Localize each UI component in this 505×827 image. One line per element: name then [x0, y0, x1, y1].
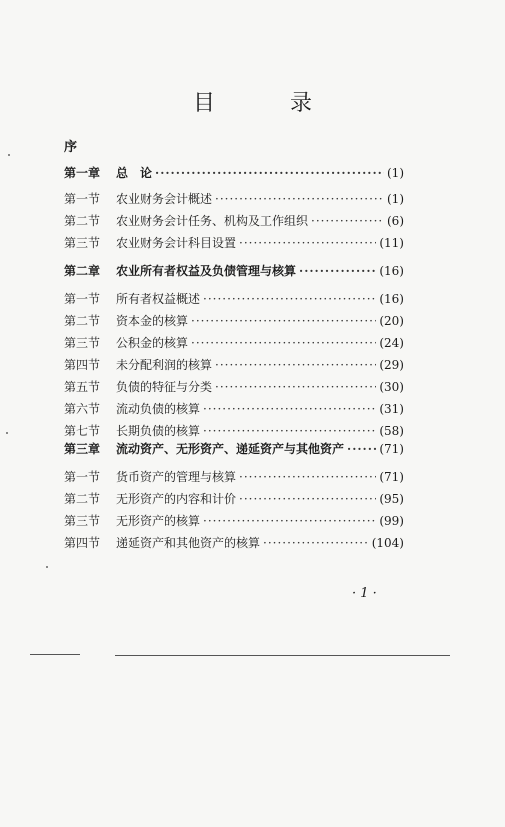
toc-entry-title: 货币资产的管理与核算 [116, 470, 237, 484]
toc-chapter-row [64, 164, 404, 182]
toc-leader-dots [215, 192, 384, 206]
toc-leader-dots [203, 292, 376, 306]
toc-entry-page: (99) [379, 514, 404, 528]
toc-entry-number: 第一节 [64, 470, 101, 484]
toc-entry-title: 农业财务会计科目设置 [116, 236, 237, 250]
toc-entry-number: 第二章 [64, 264, 101, 278]
toc-section-row [64, 234, 404, 252]
toc-entry-number: 第四节 [64, 536, 101, 550]
toc-section-row [64, 334, 404, 352]
toc-leader-dots [203, 402, 376, 416]
toc-section-row [64, 290, 404, 308]
toc-entry-title: 所有者权益概述 [116, 292, 201, 306]
toc-entry-page: (24) [379, 336, 404, 350]
toc-leader-dots [299, 264, 376, 278]
toc-chapter-row [64, 440, 404, 458]
toc-section-row [64, 534, 404, 552]
toc-section-row [64, 312, 404, 330]
toc-entry-page: (16) [379, 264, 404, 278]
toc-leader-dots [191, 336, 376, 350]
page-title: 目 录 [193, 91, 346, 116]
toc-entry-title: 未分配利润的核算 [116, 358, 213, 372]
toc-entry-page: (16) [379, 292, 404, 306]
toc-entry-page: (20) [379, 314, 404, 328]
toc-section-row [64, 400, 404, 418]
toc-entry-number: 第七节 [64, 424, 101, 438]
toc-entry-number: 第三节 [64, 336, 101, 350]
toc-entry-title: 总 论 [116, 166, 153, 180]
toc-leader-dots [239, 236, 376, 250]
toc-entry-title: 无形资产的核算 [116, 514, 201, 528]
toc-entry-page: (71) [379, 442, 404, 456]
scan-edge-line [115, 655, 450, 656]
toc-entry-page: (58) [379, 424, 404, 438]
scan-edge-line [30, 654, 80, 655]
scan-speck [46, 566, 48, 568]
toc-entry-title: 流动资产、无形资产、递延资产与其他资产 [116, 442, 345, 456]
toc-chapter-row [64, 262, 404, 280]
toc-leader-dots [263, 536, 369, 550]
toc-entry-page: (104) [371, 536, 404, 550]
page-number: · 1 · [352, 586, 377, 601]
toc-entry-number: 第一节 [64, 192, 101, 206]
toc-leader-dots [155, 166, 384, 180]
toc-entry-page: (30) [379, 380, 404, 394]
toc-section-row [64, 490, 404, 508]
toc-entry-page: (29) [379, 358, 404, 372]
toc-section-row [64, 190, 404, 208]
toc-leader-dots [215, 380, 376, 394]
toc-leader-dots [239, 470, 376, 484]
toc-entry-title: 长期负债的核算 [116, 424, 201, 438]
toc-entry-title: 无形资产的内容和计价 [116, 492, 237, 506]
toc-leader-dots [203, 514, 376, 528]
toc-section-row [64, 422, 404, 440]
toc-entry-number: 第二节 [64, 314, 101, 328]
toc-entry-title: 农业财务会计概述 [116, 192, 213, 206]
scan-speck [8, 154, 10, 156]
toc-entry-page: (1) [387, 166, 404, 180]
toc-entry-number: 第五节 [64, 380, 101, 394]
toc-entry-page: (95) [379, 492, 404, 506]
toc-entry-number: 第一节 [64, 292, 101, 306]
toc-section-row [64, 356, 404, 374]
toc-entry-page: (11) [379, 236, 404, 250]
toc-entry-number: 第三章 [64, 442, 101, 456]
toc-leader-dots [347, 442, 376, 456]
toc-entry-page: (1) [387, 192, 404, 206]
toc-entry-number: 第三节 [64, 236, 101, 250]
scan-speck [6, 432, 8, 434]
toc-entry-number: 第二节 [64, 214, 101, 228]
toc-entry-title: 农业所有者权益及负债管理与核算 [116, 264, 297, 278]
toc-entry-title: 资本金的核算 [116, 314, 189, 328]
toc-entry-number: 第二节 [64, 492, 101, 506]
toc-entry-number: 第三节 [64, 514, 101, 528]
toc-entry-number: 第六节 [64, 402, 101, 416]
toc-entry-number: 第一章 [64, 166, 101, 180]
toc-section-row [64, 512, 404, 530]
toc-entry-page: (71) [379, 470, 404, 484]
toc-entry-title: 农业财务会计任务、机构及工作组织 [116, 214, 309, 228]
toc-leader-dots [311, 214, 384, 228]
toc-entry-number: 第四节 [64, 358, 101, 372]
toc-entry-title: 负债的特征与分类 [116, 380, 213, 394]
toc-entry-page: (6) [387, 214, 404, 228]
toc-entry-page: (31) [379, 402, 404, 416]
toc-leader-dots [203, 424, 376, 438]
toc-section-row [64, 378, 404, 396]
toc-entry-title: 递延资产和其他资产的核算 [116, 536, 261, 550]
toc-section-row [64, 212, 404, 230]
toc-leader-dots [191, 314, 376, 328]
toc-entry-title: 流动负债的核算 [116, 402, 201, 416]
toc-leader-dots [239, 492, 376, 506]
preface-heading: 序 [64, 140, 78, 155]
toc-section-row [64, 468, 404, 486]
toc-entry-title: 公积金的核算 [116, 336, 189, 350]
toc-leader-dots [215, 358, 376, 372]
